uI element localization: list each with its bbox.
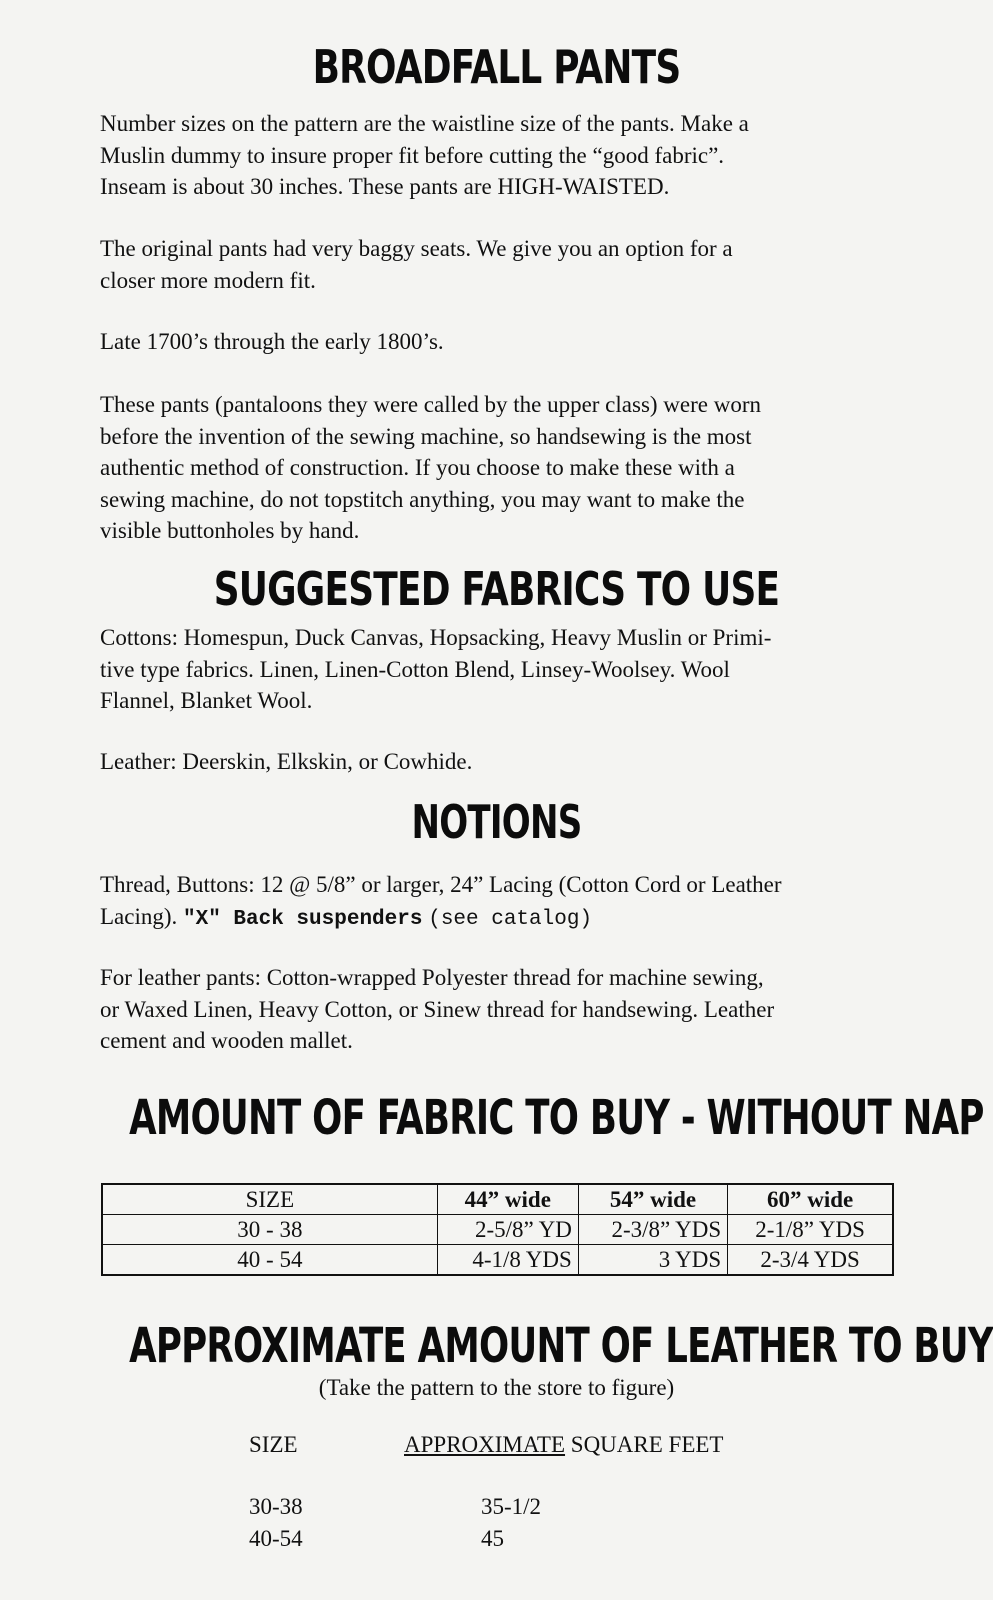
fabrics-heading: SUGGESTED FABRICS TO USE <box>213 562 780 616</box>
table-header-row <box>102 1184 893 1215</box>
leather-column-square-feet <box>404 1432 723 1458</box>
table-cell: 30 - 38 <box>102 1215 437 1245</box>
leather-row-size: 40-54 <box>249 1526 303 1551</box>
fabric-amount-heading: AMOUNT OF FABRIC TO BUY - WITHOUT NAP <box>129 1090 984 1146</box>
column-header-54: 54” wide <box>578 1184 727 1215</box>
table-cell: 2-1/8” YDS <box>728 1215 893 1245</box>
intro-paragraph-2: The original pants had very baggy seats. We give you an option for a closer more modern fit. <box>100 236 733 293</box>
leather-column-sqft-label: SQUARE FEET <box>570 1432 724 1457</box>
column-header-60: 60” wide <box>728 1184 893 1215</box>
leather-amount-note: (Take the pattern to the store to figure) <box>318 1375 675 1400</box>
leather-notions-text: For leather pants: Cotton-wrapped Polyester thread for machine sewing, or Waxed Linen, Heavy Cotton, or Sinew thread for handsewing. Leather cement and wooden mallet. <box>100 965 775 1053</box>
table-cell: 4-1/8 YDS <box>437 1245 578 1276</box>
leather-row-sqft: 35-1/2 <box>481 1494 542 1519</box>
table-cell: 2-3/4 YDS <box>728 1245 893 1276</box>
page-title: BROADFALL PANTS <box>312 40 681 94</box>
notions-text: Thread, Buttons: 12 @ 5/8” or larger, 24” Lacing (Cotton Cord or Leather Lacing). "X" Back suspenders (see catalog) <box>100 872 782 931</box>
leather-column-size: SIZE <box>249 1432 298 1457</box>
intro-paragraph-3: Late 1700’s through the early 1800’s. <box>100 329 444 354</box>
table-row <box>102 1215 893 1245</box>
table-cell: 3 YDS <box>578 1245 727 1276</box>
column-header-size: SIZE <box>102 1184 437 1215</box>
leather-row-size: 30-38 <box>249 1494 303 1519</box>
table-cell: 40 - 54 <box>102 1245 437 1276</box>
intro-paragraph-1: Number sizes on the pattern are the waistline size of the pants. Make a Muslin dummy to insure proper fit before cutting the “good fabric”. Inseam is about 30 inches. These pants are HIGH-WAISTED. <box>100 111 749 199</box>
intro-paragraph-4: These pants (pantaloons they were called by the upper class) were worn before the invention of the sewing machine, so handsewing is the most authentic method of construction. If you choose to make these with a sewing machine, do not topstitch anything, you may want to make the visible buttonholes by hand. <box>100 392 762 543</box>
column-header-44: 44” wide <box>437 1184 578 1215</box>
leather-column-approximate: APPROXIMATE <box>404 1432 566 1457</box>
table-cell: 2-3/8” YDS <box>578 1215 727 1245</box>
table-cell: 2-5/8” YD <box>437 1215 578 1245</box>
fabric-amount-table <box>101 1183 894 1276</box>
table-row <box>102 1245 893 1276</box>
notions-heading: NOTIONS <box>411 795 582 849</box>
leather-row-sqft: 45 <box>481 1526 504 1551</box>
fabrics-leather-text: Leather: Deerskin, Elkskin, or Cowhide. <box>100 749 473 774</box>
leather-amount-heading: APPROXIMATE AMOUNT OF LEATHER TO BUY <box>129 1318 993 1374</box>
fabrics-cottons-text: Cottons: Homespun, Duck Canvas, Hopsacking, Heavy Muslin or Primi- tive type fabrics. Linen, Linen-Cotton Blend, Linsey-Woolsey. Wool Flannel, Blanket Wool. <box>100 625 772 713</box>
